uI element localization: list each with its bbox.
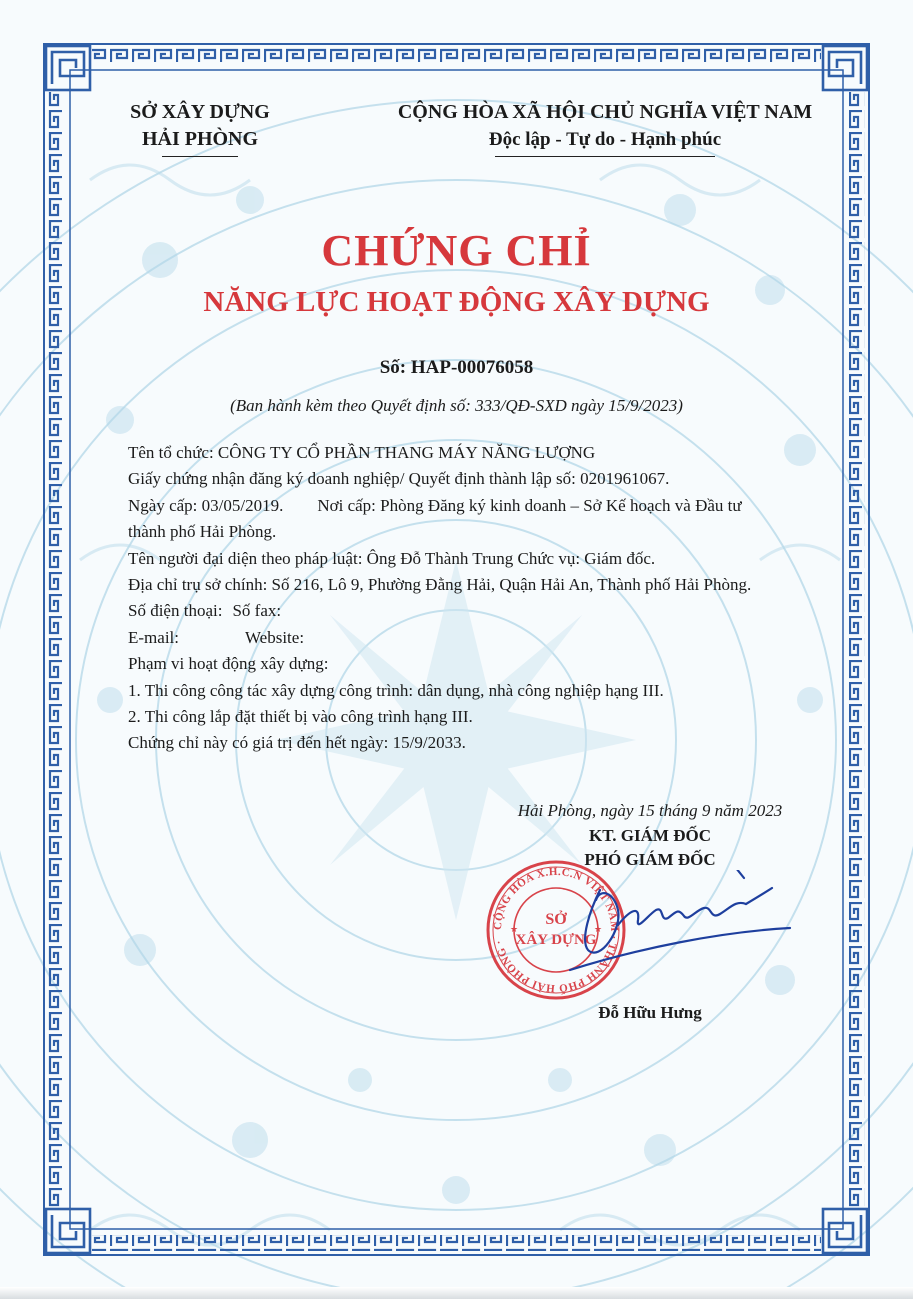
scope-label: Phạm vi hoạt động xây dựng:	[128, 654, 329, 674]
issue-place-continued: thành phố Hải Phòng.	[128, 522, 277, 542]
svg-text:★: ★	[593, 924, 603, 934]
organization-name: Tên tổ chức: CÔNG TY CỔ PHẦN THANG MÁY NĂNG LƯỢNG	[128, 443, 596, 462]
contact-phone-line	[128, 598, 848, 624]
handwritten-signature	[560, 870, 800, 980]
scope-item-1: 1. Thi công công tác xây dựng công trình: dân dụng, nhà công nghiệp hạng III.	[128, 680, 664, 700]
certificate-title: CHỨNG CHỈ	[321, 226, 592, 275]
place-and-date: Hải Phòng, ngày 15 tháng 9 năm 2023	[517, 801, 783, 820]
scope-item-2: 2. Thi công lắp đặt thiết bị vào công trình hạng III.	[128, 707, 473, 727]
certificate-details	[128, 440, 848, 757]
issuing-agency	[100, 99, 300, 157]
decision-reference: (Ban hành kèm theo Quyết định số: 333/QĐ-SXD ngày 15/9/2023)	[230, 396, 683, 415]
nation-name: CỘNG HÒA XÃ HỘI CHỦ NGHĨA VIỆT NAM	[397, 101, 813, 123]
svg-text:★: ★	[509, 924, 519, 934]
deputy-director-title: PHÓ GIÁM ĐỐC	[584, 850, 716, 869]
website-label: Website:	[244, 627, 305, 647]
issue-line	[128, 493, 848, 519]
agency-city: HẢI PHÒNG	[141, 128, 259, 150]
national-heading	[370, 99, 840, 157]
head-office-address: Địa chỉ trụ sở chính: Số 216, Lô 9, Phường Đằng Hải, Quận Hải An, Thành phố Hải Phòng.	[128, 575, 752, 595]
certificate-subtitle: NĂNG LỰC HOẠT ĐỘNG XÂY DỰNG	[203, 286, 710, 318]
fax-label: Số fax:	[232, 601, 282, 621]
signer-name: Đỗ Hữu Hưng	[598, 1003, 702, 1022]
validity-date: Chứng chỉ này có giá trị đến hết ngày: 15/9/2033.	[128, 733, 466, 753]
legal-representative: Tên người đại diện theo pháp luật: Ông Đỗ Thành Trung Chức vụ: Giám đốc.	[128, 548, 656, 568]
seal-ring-text: CỘNG HÒA X.H.C.N VIỆT NAM · THÀNH PHỐ HẢI PHÒNG ·	[491, 865, 621, 995]
email-label: E-mail:	[128, 627, 179, 647]
motto-underline	[495, 156, 715, 157]
seal-center-bottom: XÂY DỰNG	[515, 932, 597, 948]
issue-place: Nơi cấp: Phòng Đăng ký kinh doanh – Sở Kế hoạch và Đầu tư	[317, 495, 742, 515]
registration-number: Giấy chứng nhận đăng ký doanh nghiệp/ Quyết định thành lập số: 0201961067.	[128, 469, 670, 489]
agency-underline	[162, 156, 238, 157]
seal-center-top: SỞ	[545, 911, 567, 928]
contact-email-line	[128, 625, 848, 651]
phone-label: Số điện thoại:	[128, 601, 223, 621]
issue-date: Ngày cấp: 03/05/2019.	[128, 495, 284, 515]
for-director-title: KT. GIÁM ĐỐC	[589, 826, 711, 845]
national-motto: Độc lập - Tự do - Hạnh phúc	[488, 129, 722, 150]
certificate-number: Số: HAP-00076058	[379, 357, 534, 378]
page-edge	[0, 1287, 913, 1299]
agency-name: SỞ XÂY DỰNG	[130, 101, 270, 123]
